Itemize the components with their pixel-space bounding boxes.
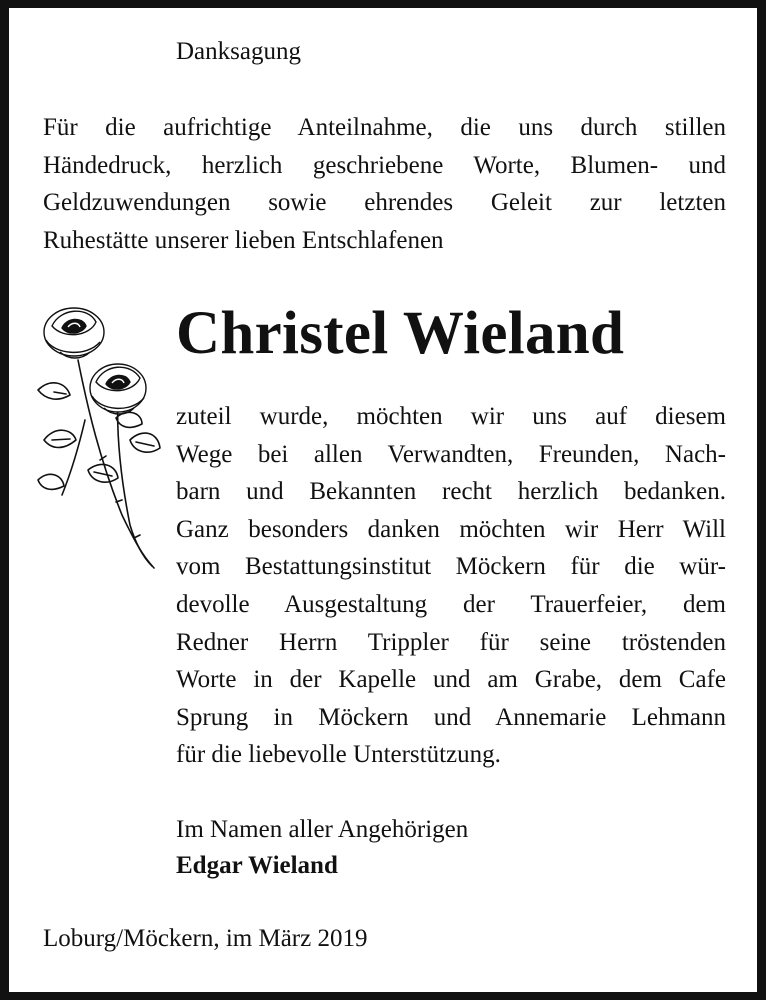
body-line: Worte in der Kapelle und am Grabe, dem Cafe bbox=[176, 666, 726, 694]
body-line: Ganz besonders danken möchten wir Herr Will bbox=[176, 515, 726, 543]
rose-icon bbox=[30, 300, 165, 575]
body-line: barn und Bekannten recht herzlich bedanken. bbox=[176, 478, 726, 506]
body-line: zuteil wurde, möchten wir uns auf diesem bbox=[176, 403, 726, 430]
intro-line: Geldzuwendungen sowie ehrendes Geleit zur letzten bbox=[43, 189, 726, 216]
deceased-name: Christel Wieland bbox=[176, 300, 625, 367]
body-line: Wege bei allen Verwandten, Freunden, Nach- bbox=[176, 440, 726, 468]
body-line: für die liebevolle Unterstützung. bbox=[176, 741, 501, 769]
signature-intro: Im Namen aller Angehörigen bbox=[176, 816, 469, 843]
body-paragraph bbox=[176, 398, 726, 774]
intro-line: Ruhestätte unserer lieben Entschlafenen bbox=[43, 226, 444, 254]
intro-line: Händedruck, herzlich geschriebene Worte, Blumen- und bbox=[43, 151, 726, 179]
signature-name: Edgar Wieland bbox=[176, 852, 338, 879]
intro-line: Für die aufrichtige Anteilnahme, die uns durch stillen bbox=[43, 114, 726, 141]
place-date: Loburg/Möckern, im März 2019 bbox=[43, 925, 368, 952]
body-line: vom Bestattungsinstitut Möckern für die wür- bbox=[176, 553, 726, 581]
notice-heading: Danksagung bbox=[176, 38, 301, 65]
body-line: Sprung in Möckern und Annemarie Lehmann bbox=[176, 703, 726, 731]
intro-paragraph bbox=[43, 109, 726, 259]
body-line: Redner Herrn Trippler für seine tröstenden bbox=[176, 628, 726, 656]
body-line: devolle Ausgestaltung der Trauerfeier, dem bbox=[176, 590, 726, 618]
